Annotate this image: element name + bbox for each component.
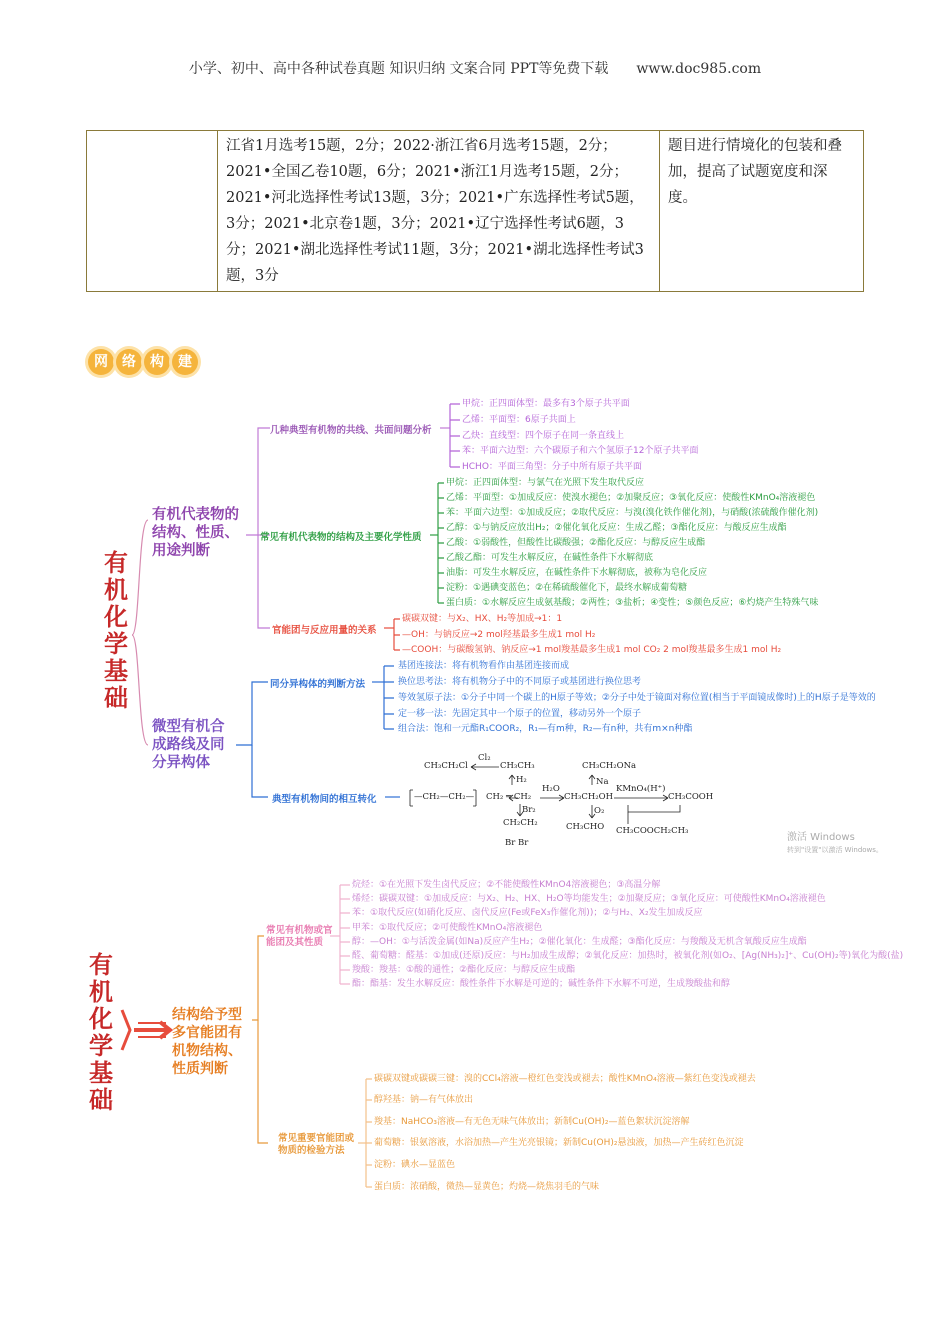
list-item: 乙炔：直线型：四个原子在同一条直线上	[462, 431, 625, 441]
list-item: 甲苯：①取代反应；②可使酸性KMnO₄溶液褪色	[352, 923, 543, 933]
list-item: 烷烃：①在光照下发生卤代反应；②不能使酸性KMnO4溶液褪色；③高温分解	[352, 880, 661, 890]
chem-label: KMnO₄(H⁺)	[616, 784, 666, 794]
list-item: 淀粉：①遇碘变蓝色；②在稀硫酸催化下，最终水解成葡萄糖	[446, 583, 688, 593]
list-item: 蛋白质：①水解反应生成氨基酸；②两性；③盐析；④变性；⑤颜色反应；⑥灼烧产生特殊气味	[446, 598, 819, 608]
list-item: 甲烷：正四面体型：与氯气在光照下发生取代反应	[446, 478, 645, 488]
map1-main-b: 微型有机合成路线及同分异构体	[152, 719, 225, 771]
list-item: 等效氢原子法：①分子中同一个碳上的H原子等效；②分子中处于镜面对称位置(相当于平面镜成像时)上的H原子是等效的	[398, 693, 876, 703]
chem-label: CH₃CH₂Cl	[424, 761, 468, 771]
list-item: 碳碳双键或碳碳三键：溴的CCl₄溶液—橙红色变浅或褪去；酸性KMnO₄溶液—紫红色变浅或褪去	[374, 1074, 756, 1084]
list-item: 油脂：可发生水解反应，在碱性条件下水解彻底，被称为皂化反应	[446, 568, 708, 578]
list-item: 葡萄糖：银氨溶液，水浴加热—产生光亮银镜；新制Cu(OH)₂悬浊液，加热—产生砖红色沉淀	[374, 1138, 744, 1148]
chem-label: H₂	[516, 775, 527, 785]
list-item: 甲烷：正四面体型：最多有3个原子共平面	[462, 399, 630, 409]
chem-label: —CH₂—CH₂—	[414, 792, 475, 802]
list-item: 乙醇：①与钠反应放出H₂；②催化氧化反应：生成乙醛；③酯化反应：与酸反应生成酯	[446, 523, 787, 533]
map1-sub3: 官能团与反应用量的关系	[272, 625, 377, 636]
list-item: —COOH：与碳酸氢钠、钠反应→1 mol羧基最多生成1 mol CO₂ 2 mol羧基最多生成1 mol H₂	[402, 645, 782, 655]
header-text: 小学、初中、高中各种试卷真题 知识归纳 文案合同 PPT等免费下载	[188, 61, 609, 77]
list-item: —OH：与钠反应→2 mol羟基最多生成1 mol H₂	[402, 630, 596, 640]
chem-label: CH₂ ═ CH₂	[486, 792, 532, 802]
badge-char: 络	[116, 349, 142, 375]
watermark-line1: 激活 Windows	[787, 832, 855, 843]
list-item: 苯：平面六边型：①加成反应；②取代反应：与溴(溴化铁作催化剂)，与硝酸(浓硫酸作催化剂)	[446, 508, 819, 518]
map2-sub1: 常见有机物或官能团及其性质	[266, 925, 333, 948]
map2-sub2: 常见重要官能团或物质的检验方法	[278, 1133, 355, 1156]
map1-sub4: 同分异构体的判断方法	[270, 679, 366, 690]
map1-sub2: 常见有机代表物的结构及主要化学性质	[260, 532, 422, 543]
chem-label: CH₃CHO	[566, 822, 605, 832]
chem-label: CH₃CH₂OH	[564, 792, 614, 802]
list-item: 蛋白质：浓硝酸，微热—显黄色；灼烧—烧焦羽毛的气味	[374, 1182, 600, 1192]
list-item: 组合法：饱和一元酯R₁COOR₂，R₁—有m种，R₂—有n种，共有m×n种酯	[398, 724, 693, 734]
list-item: 苯：①取代反应(如硝化反应、卤代反应(Fe或FeX₃作催化剂))；②与H₂、X₂发生加成反应	[352, 908, 703, 918]
list-item: 醛、葡萄糖：醛基：①加成(还原)反应：与H₂加成生成醇；②氧化反应：加热时，被氧化剂(如O₂、[Ag(NH₃)₂]⁺、Cu(OH)₂等)氧化为酸(盐)	[352, 951, 904, 961]
chem-label: CH₃COOH	[668, 792, 714, 802]
chem-label: Cl₂	[478, 753, 491, 763]
list-item: 苯：平面六边型：六个碳原子和六个氢原子12个原子共平面	[462, 446, 699, 456]
list-item: 淀粉：碘水—显蓝色	[374, 1160, 456, 1170]
map1-root	[101, 550, 131, 712]
list-item: 乙烯：平面型：6原子共面上	[462, 415, 576, 425]
map2-root-text: 有机化学基础	[89, 951, 113, 1114]
list-item: 换位思考法：将有机物分子中的不同原子或基团进行换位思考	[398, 677, 642, 687]
list-item: 乙酸乙酯：可发生水解反应，在碱性条件下水解彻底	[446, 553, 654, 563]
chem-label: CH₃CH₂ONa	[582, 761, 637, 771]
chem-label: H₂O	[542, 784, 560, 794]
map2-root	[86, 952, 116, 1114]
map2-main: 结构给予型多官能团有机物结构、性质判断	[172, 1007, 242, 1077]
chem-label: Na	[596, 777, 609, 787]
header-url: www.doc985.com	[636, 61, 762, 77]
list-item: 基团连接法：将有机物看作由基团连接而成	[398, 661, 570, 671]
activation-watermark	[787, 832, 883, 856]
badge-char: 构	[144, 349, 170, 375]
chem-label: CH₃COOCH₂CH₃	[616, 826, 689, 836]
table-cell-3: 题目进行情境化的包装和叠加，提高了试题宽度和深度。	[660, 131, 864, 292]
list-item: 烯烃：碳碳双键：①加成反应：与X₂、H₂、HX、H₂O等均能发生；②加聚反应；③氧化反应：可使酸性KMnO₄溶液褪色	[352, 894, 826, 904]
map1-main-a: 有机代表物的结构、性质、用途判断	[152, 507, 239, 559]
list-item: 醇：—OH：①与活泼金属(如Na)反应产生H₂；②催化氧化：生成醛；③酯化反应：与羧酸及无机含氧酸反应生成酯	[352, 937, 807, 947]
chem-label: CH₃CH₃	[500, 761, 535, 771]
map1-sub1: 几种典型有机物的共线、共面问题分析	[270, 425, 432, 436]
badge-char: 建	[172, 349, 198, 375]
chem-label: O₂	[594, 806, 605, 816]
list-item: 醇羟基：钠—有气体放出	[374, 1095, 474, 1105]
list-item: HCHO：平面三角型：分子中所有原子共平面	[462, 462, 642, 472]
chem-label: Br Br	[505, 838, 529, 848]
map1-root-text: 有机化学基础	[104, 549, 128, 712]
list-item: 羧基：NaHCO₃溶液—有无色无味气体放出；新制Cu(OH)₂—蓝色絮状沉淀溶解	[374, 1117, 690, 1127]
list-item: 羧酸：羧基：①酸的通性；②酯化反应：与醇反应生成酯	[352, 965, 576, 975]
watermark-line2: 转到"设置"以激活 Windows。	[787, 846, 883, 854]
chem-label: CH₂CH₂	[503, 818, 538, 828]
list-item: 酯：酯基：发生水解反应：酸性条件下水解是可逆的；碱性条件下水解不可逆，生成羧酸盐和醇	[352, 979, 731, 989]
chem-label: Br₂	[522, 805, 536, 815]
table-cell-2: 江省1月选考15题，2分；2022·浙江省6月选考15题，2分；2021•全国乙卷10题，6分；2021•浙江1月选考15题，2分；2021•河北选择性考试13题，3分；2021•广东选择性考试5题，3分；2021•北京卷1题，3分；2021•辽宁选择性考试6题，3分；2021•湖北选择性考试11题，3分；2021•湖北选择性考试3题，3分	[218, 131, 660, 292]
list-item: 定一移一法：先固定其中一个原子的位置，移动另外一个原子	[398, 709, 642, 719]
list-item: 乙酸：①弱酸性，但酸性比碳酸强；②酯化反应：与醇反应生成酯	[446, 538, 706, 548]
badge-char: 网	[88, 349, 114, 375]
map1-sub5: 典型有机物间的相互转化	[272, 794, 377, 805]
list-item: 乙烯：平面型：①加成反应：使溴水褪色；②加聚反应；③氧化反应：使酸性KMnO₄溶液褪色	[446, 493, 816, 503]
list-item: 碳碳双键：与X₂、HX、H₂等加成→1：1	[402, 614, 563, 624]
